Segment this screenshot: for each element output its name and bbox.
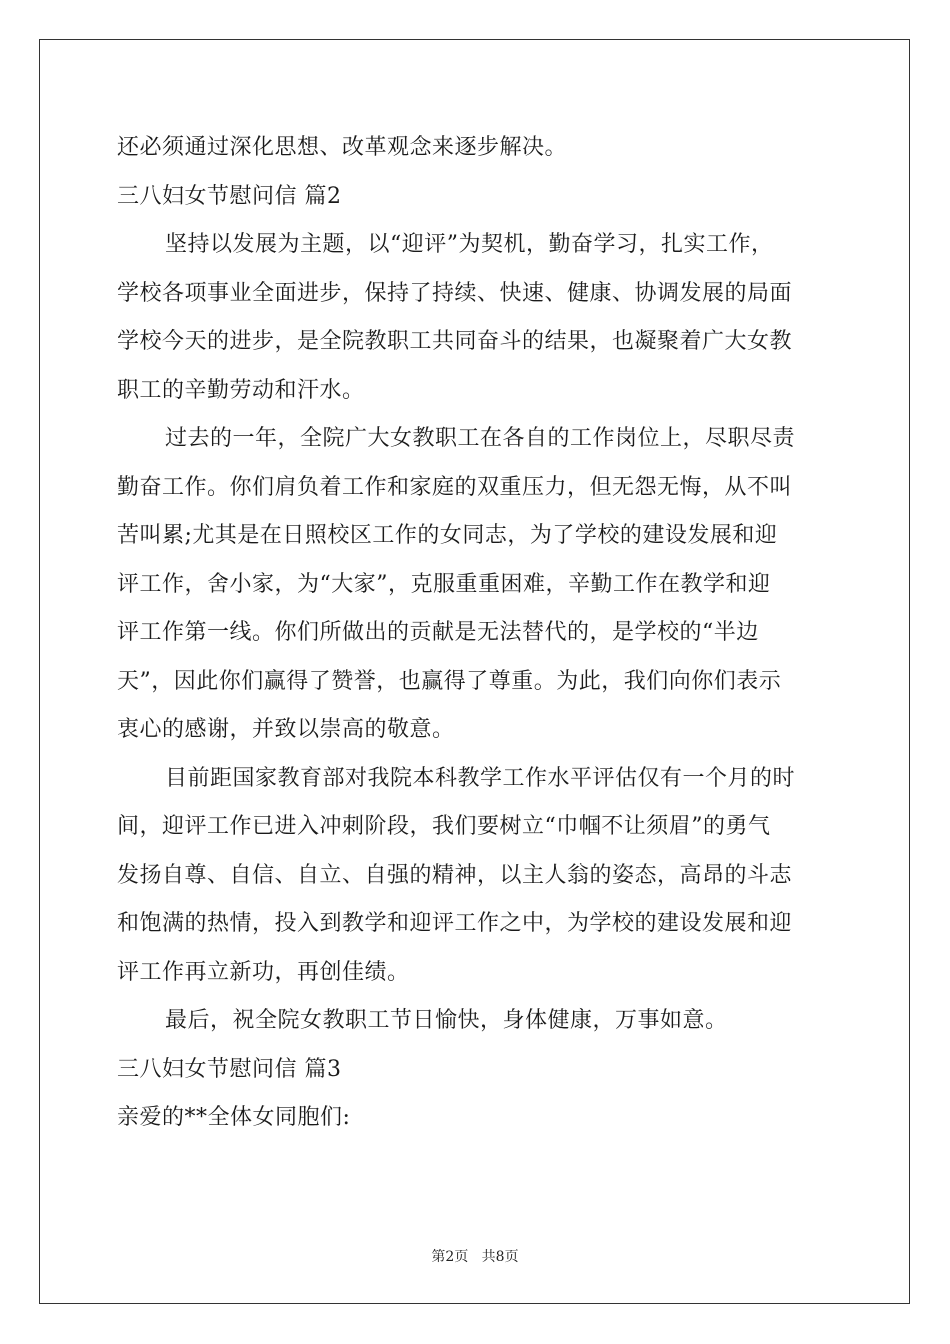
text-line: 评工作，舍小家，为“大家”，克服重重困难，辛勤工作在教学和迎 (117, 571, 771, 597)
text-line: 勤奋工作。你们肩负着工作和家庭的双重压力，但无怨无悔，从不叫 (117, 474, 793, 500)
salutation-line: 亲爱的**全体女同胞们: (117, 1105, 351, 1130)
text-line: 学校今天的进步，是全院教职工共同奋斗的结果，也凝聚着广大女教 (117, 329, 793, 354)
document-body (117, 124, 833, 1143)
text-line: 发扬自尊、自信、自立、自强的精神，以主人翁的姿态，高昂的斗志 (117, 862, 793, 888)
text-line: 评工作再立新功，再创佳绩。 (117, 959, 410, 985)
section-heading: 三八妇女节慰问信 篇2 (117, 183, 342, 209)
text-line: 天”，因此你们赢得了赞誉，也赢得了尊重。为此，我们向你们表示 (117, 668, 782, 694)
paragraph-start-line: 坚持以发展为主题，以“迎评”为契机，勤奋学习，扎实工作， (165, 232, 774, 257)
paragraph-start-line: 最后，祝全院女教职工节日愉快，身体健康，万事如意。 (165, 1008, 728, 1033)
text-line: 和饱满的热情，投入到教学和迎评工作之中，为学校的建设发展和迎 (117, 911, 793, 936)
text-line: 职工的辛勤劳动和汗水。 (117, 377, 365, 403)
paragraph-start-line: 过去的一年，全院广大女教职工在各自的工作岗位上，尽职尽责 (165, 426, 796, 451)
text-line: 学校各项事业全面进步，保持了持续、快速、健康、协调发展的局面 (117, 280, 793, 306)
page-number-footer: 第2页 共8页 (431, 1249, 519, 1265)
text-line: 衷心的感谢，并致以崇高的敬意。 (117, 717, 455, 742)
section-heading: 三八妇女节慰问信 篇3 (117, 1056, 342, 1082)
text-line: 间，迎评工作已进入冲刺阶段，我们要树立“巾帼不让须眉”的勇气 (117, 814, 771, 839)
text-line: 苦叫累;尤其是在日照校区工作的女同志，为了学校的建设发展和迎 (117, 523, 778, 548)
text-line: 评工作第一线。你们所做出的贡献是无法替代的，是学校的“半边 (117, 620, 759, 645)
paragraph-start-line: 目前距国家教育部对我院本科教学工作水平评估仅有一个月的时 (165, 765, 796, 791)
text-line: 还必须通过深化思想、改革观念来逐步解决。 (117, 135, 568, 160)
